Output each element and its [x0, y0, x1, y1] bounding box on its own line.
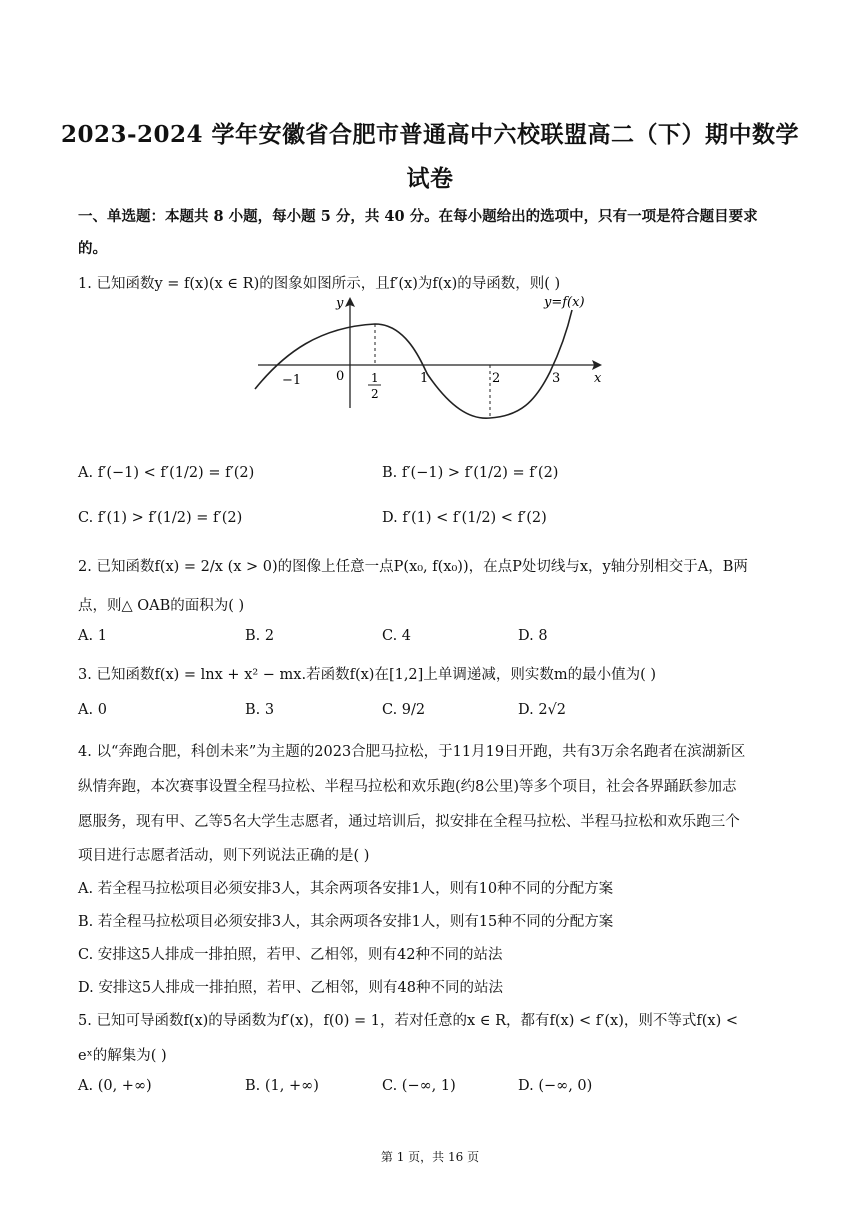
q3-option-d[interactable]: D. 2√2 — [518, 702, 567, 718]
tick-3: 3 — [552, 371, 561, 386]
q1-stem: 1. 已知函数y = f(x)(x ∈ R)的图象如图所示，且f′(x)为f(x)的导函数，则( ) — [78, 276, 561, 292]
q5-stem-line1: 5. 已知可导函数f(x)的导函数为f′(x)，f(0) = 1，若对任意的x ∈ R，都有f(x) < f′(x)，则不等式f(x) < — [78, 1013, 738, 1029]
q4-option-b[interactable]: B. 若全程马拉松项目必须安排3人，其余两项各安排1人，则有15种不同的分配方案 — [78, 914, 614, 930]
q4-option-d[interactable]: D. 安排这5人排成一排拍照，若甲、乙相邻，则有48种不同的站法 — [78, 980, 504, 996]
q4-stem-line2: 纵情奔跑，本次赛事设置全程马拉松、半程马拉松和欢乐跑(约8公里)等多个项目，社会各界踊跃参加志 — [78, 779, 737, 795]
q1-option-c[interactable]: C. f′(1) > f′(1/2) = f′(2) — [78, 510, 243, 526]
q5-option-a[interactable]: A. (0, +∞) — [78, 1078, 152, 1094]
q2-stem-line1: 2. 已知函数f(x) = 2/x (x > 0)的图像上任意一点P(x₀, f(x₀))，在点P处切线与x，y轴分别相交于A，B两 — [78, 559, 748, 575]
tick-half-num: 1 — [371, 371, 379, 385]
x-axis-label: x — [594, 371, 602, 386]
function-curve — [255, 310, 572, 418]
q1-function-graph — [250, 292, 620, 432]
q1-option-a[interactable]: A. f′(−1) < f′(1/2) = f′(2) — [78, 465, 255, 481]
q4-stem-line3: 愿服务，现有甲、乙等5名大学生志愿者，通过培训后，拟安排在全程马拉松、半程马拉松和欢乐跑三个 — [78, 814, 740, 830]
section-header-line2: 的。 — [78, 240, 107, 257]
q5-stem-line2: eˣ的解集为( ) — [78, 1048, 167, 1064]
q5-option-b[interactable]: B. (1, +∞) — [245, 1078, 319, 1094]
q1-option-b[interactable]: B. f′(−1) > f′(1/2) = f′(2) — [382, 465, 559, 481]
q2-stem-line2: 点，则△ OAB的面积为( ) — [78, 598, 245, 614]
tick-0: 0 — [336, 369, 345, 384]
q5-option-d[interactable]: D. (−∞, 0) — [518, 1078, 593, 1094]
q3-option-a[interactable]: A. 0 — [78, 702, 107, 718]
exam-title-line1: 2023-2024 学年安徽省合肥市普通高中六校联盟高二（下）期中数学 — [60, 121, 800, 148]
tick-half-den: 2 — [371, 387, 379, 401]
q4-stem-line1: 4. 以“奔跑合肥，科创未来”为主题的2023合肥马拉松，于11月19日开跑，共有3万余名跑者在滨湖新区 — [78, 744, 746, 760]
q5-option-c[interactable]: C. (−∞, 1) — [382, 1078, 456, 1094]
tick-1: 1 — [420, 371, 429, 386]
q4-option-a[interactable]: A. 若全程马拉松项目必须安排3人，其余两项各安排1人，则有10种不同的分配方案 — [78, 881, 614, 897]
q4-stem-line4: 项目进行志愿者活动，则下列说法正确的是( ) — [78, 848, 370, 864]
q3-option-b[interactable]: B. 3 — [245, 702, 275, 718]
tick-2: 2 — [492, 371, 501, 386]
section-header-line1: 一、单选题：本题共 8 小题，每小题 5 分，共 40 分。在每小题给出的选项中，只有一项是符合题目要求 — [78, 208, 758, 225]
q1-option-d[interactable]: D. f′(1) < f′(1/2) < f′(2) — [382, 510, 547, 526]
q4-option-c[interactable]: C. 安排这5人排成一排拍照，若甲、乙相邻，则有42种不同的站法 — [78, 947, 503, 963]
y-axis-label: y — [336, 296, 344, 311]
page-footer: 第 1 页，共 16 页 — [380, 1150, 480, 1164]
tick-neg1: −1 — [282, 373, 302, 388]
q3-stem: 3. 已知函数f(x) = lnx + x² − mx.若函数f(x)在[1,2]上单调递减，则实数m的最小值为( ) — [78, 667, 656, 683]
q2-option-b[interactable]: B. 2 — [245, 628, 275, 644]
exam-title-line2: 试卷 — [406, 165, 454, 192]
curve-label: y=f(x) — [544, 295, 585, 310]
q3-option-c[interactable]: C. 9/2 — [382, 702, 426, 718]
q2-option-a[interactable]: A. 1 — [78, 628, 107, 644]
q2-option-c[interactable]: C. 4 — [382, 628, 412, 644]
q2-option-d[interactable]: D. 8 — [518, 628, 548, 644]
